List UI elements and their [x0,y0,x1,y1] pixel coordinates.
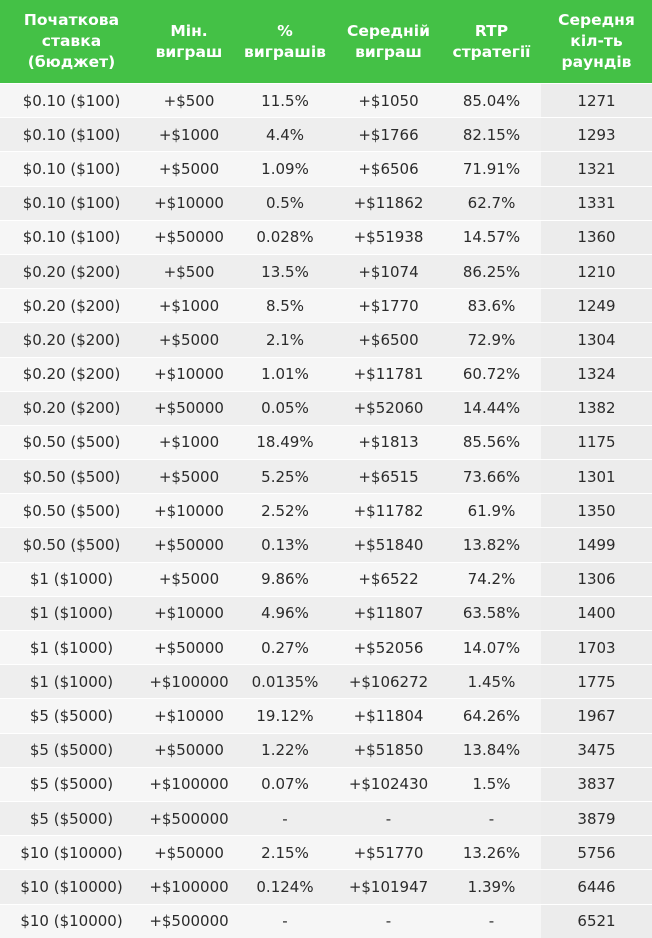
table-row [0,870,652,904]
cell-strategy-rtp: 14.57% [442,220,541,254]
cell-avg-win: +$1770 [335,289,442,323]
cell-avg-win: +$11807 [335,596,442,630]
header-line: виграшів [244,42,326,61]
cell-win-percent: 0.0135% [235,665,335,699]
cell-min-win: +$10000 [143,699,235,733]
cell-avg-win: +$1050 [335,84,442,118]
cell-strategy-rtp: 85.04% [442,84,541,118]
cell-avg-rounds: 1775 [541,665,652,699]
header-line: раундів [561,53,632,71]
cell-win-percent: 0.028% [235,220,335,254]
cell-initial-bet: $0.50 ($500) [0,528,143,562]
cell-avg-rounds: 1304 [541,323,652,357]
cell-strategy-rtp: 73.66% [442,460,541,494]
cell-initial-bet: $10 ($10000) [0,836,143,870]
cell-min-win: +$10000 [143,494,235,528]
cell-initial-bet: $5 ($5000) [0,767,143,801]
header-line: виграш [155,42,223,61]
cell-initial-bet: $0.20 ($200) [0,323,143,357]
cell-avg-rounds: 1321 [541,152,652,186]
cell-min-win: +$500000 [143,904,235,938]
cell-strategy-rtp: 14.44% [442,391,541,425]
cell-strategy-rtp: - [442,904,541,938]
cell-strategy-rtp: 13.26% [442,836,541,870]
cell-avg-win: +$6522 [335,562,442,596]
table-row [0,118,652,152]
header-line: виграш [355,42,422,61]
cell-avg-rounds: 3837 [541,767,652,801]
table-row [0,836,652,870]
cell-initial-bet: $0.50 ($500) [0,494,143,528]
cell-avg-rounds: 1293 [541,118,652,152]
cell-avg-rounds: 1324 [541,357,652,391]
cell-avg-win: +$51938 [335,220,442,254]
cell-initial-bet: $10 ($10000) [0,904,143,938]
header-line: % [277,21,293,40]
cell-win-percent: 4.96% [235,596,335,630]
cell-avg-win: +$11804 [335,699,442,733]
cell-strategy-rtp: 71.91% [442,152,541,186]
table-row [0,562,652,596]
cell-initial-bet: $5 ($5000) [0,733,143,767]
cell-win-percent: 1.09% [235,152,335,186]
cell-win-percent: 0.13% [235,528,335,562]
table-row [0,220,652,254]
cell-avg-rounds: 1271 [541,84,652,118]
table-row [0,767,652,801]
cell-avg-win: +$6515 [335,460,442,494]
cell-avg-rounds: 1175 [541,425,652,459]
cell-avg-rounds: 1249 [541,289,652,323]
cell-min-win: +$5000 [143,562,235,596]
cell-min-win: +$100000 [143,767,235,801]
cell-min-win: +$5000 [143,152,235,186]
cell-win-percent: 2.15% [235,836,335,870]
cell-avg-win: +$6500 [335,323,442,357]
cell-avg-rounds: 1967 [541,699,652,733]
cell-avg-win: +$102430 [335,767,442,801]
table-row [0,357,652,391]
cell-initial-bet: $0.20 ($200) [0,289,143,323]
cell-strategy-rtp: 14.07% [442,631,541,665]
header-win-percent [235,0,335,84]
cell-strategy-rtp: 1.45% [442,665,541,699]
cell-avg-win: +$51770 [335,836,442,870]
cell-avg-win: - [335,904,442,938]
cell-strategy-rtp: 64.26% [442,699,541,733]
cell-avg-rounds: 1350 [541,494,652,528]
table-header [0,0,652,84]
cell-win-percent: 5.25% [235,460,335,494]
cell-avg-win: +$52060 [335,391,442,425]
cell-win-percent: 0.05% [235,391,335,425]
cell-initial-bet: $10 ($10000) [0,870,143,904]
cell-strategy-rtp: 62.7% [442,186,541,220]
cell-initial-bet: $0.10 ($100) [0,118,143,152]
header-row [0,0,652,84]
table-row [0,425,652,459]
cell-min-win: +$50000 [143,391,235,425]
cell-win-percent: 1.01% [235,357,335,391]
cell-min-win: +$10000 [143,596,235,630]
cell-min-win: +$5000 [143,460,235,494]
cell-avg-rounds: 1400 [541,596,652,630]
cell-min-win: +$50000 [143,220,235,254]
table-row [0,289,652,323]
cell-strategy-rtp: 85.56% [442,425,541,459]
cell-strategy-rtp: 83.6% [442,289,541,323]
cell-avg-win: +$106272 [335,665,442,699]
cell-avg-rounds: 1331 [541,186,652,220]
cell-initial-bet: $0.10 ($100) [0,186,143,220]
header-line: стратегії [452,42,531,61]
header-min-win [143,0,235,84]
cell-avg-rounds: 6446 [541,870,652,904]
header-avg-rounds [541,0,652,84]
table-body [0,84,652,938]
table-row [0,84,652,118]
table-row [0,152,652,186]
header-line: Початкова [23,11,120,29]
cell-initial-bet: $0.10 ($100) [0,152,143,186]
cell-avg-rounds: 1210 [541,254,652,288]
cell-avg-win: +$1813 [335,425,442,459]
table-row [0,254,652,288]
cell-avg-rounds: 6521 [541,904,652,938]
cell-strategy-rtp: 72.9% [442,323,541,357]
cell-initial-bet: $0.20 ($200) [0,391,143,425]
cell-strategy-rtp: 61.9% [442,494,541,528]
header-strategy-rtp [442,0,541,84]
cell-avg-win: - [335,801,442,835]
cell-strategy-rtp: 86.25% [442,254,541,288]
table-row [0,596,652,630]
cell-avg-win: +$101947 [335,870,442,904]
cell-win-percent: 2.1% [235,323,335,357]
cell-min-win: +$1000 [143,425,235,459]
cell-strategy-rtp: 60.72% [442,357,541,391]
cell-avg-win: +$11862 [335,186,442,220]
cell-avg-rounds: 1306 [541,562,652,596]
cell-win-percent: 0.07% [235,767,335,801]
cell-min-win: +$50000 [143,528,235,562]
cell-win-percent: 0.124% [235,870,335,904]
header-line: Середній [347,21,430,40]
cell-strategy-rtp: 1.5% [442,767,541,801]
cell-avg-rounds: 1382 [541,391,652,425]
cell-initial-bet: $0.50 ($500) [0,460,143,494]
cell-strategy-rtp: - [442,801,541,835]
cell-avg-rounds: 3879 [541,801,652,835]
header-initial-bet [0,0,143,84]
table-row [0,631,652,665]
cell-avg-win: +$11781 [335,357,442,391]
cell-min-win: +$500 [143,254,235,288]
cell-win-percent: 11.5% [235,84,335,118]
table-row [0,665,652,699]
cell-strategy-rtp: 82.15% [442,118,541,152]
cell-initial-bet: $0.50 ($500) [0,425,143,459]
cell-strategy-rtp: 74.2% [442,562,541,596]
cell-initial-bet: $1 ($1000) [0,596,143,630]
cell-min-win: +$50000 [143,631,235,665]
header-line: ставка [41,32,102,50]
header-line: Середня [558,11,635,29]
table-row [0,801,652,835]
cell-win-percent: 13.5% [235,254,335,288]
cell-min-win: +$1000 [143,289,235,323]
cell-min-win: +$100000 [143,870,235,904]
header-line: кіл-ть [570,32,623,50]
cell-win-percent: 8.5% [235,289,335,323]
cell-win-percent: - [235,904,335,938]
cell-initial-bet: $1 ($1000) [0,665,143,699]
cell-win-percent: 2.52% [235,494,335,528]
cell-avg-win: +$1766 [335,118,442,152]
cell-strategy-rtp: 63.58% [442,596,541,630]
table-row [0,733,652,767]
cell-initial-bet: $5 ($5000) [0,699,143,733]
cell-avg-rounds: 1360 [541,220,652,254]
cell-win-percent: 18.49% [235,425,335,459]
header-line: Мін. [170,21,208,40]
cell-win-percent: 0.5% [235,186,335,220]
cell-min-win: +$10000 [143,186,235,220]
cell-initial-bet: $1 ($1000) [0,631,143,665]
cell-win-percent: 9.86% [235,562,335,596]
cell-avg-win: +$6506 [335,152,442,186]
cell-avg-win: +$1074 [335,254,442,288]
cell-initial-bet: $0.20 ($200) [0,357,143,391]
cell-initial-bet: $1 ($1000) [0,562,143,596]
table-row [0,904,652,938]
cell-avg-win: +$11782 [335,494,442,528]
cell-min-win: +$500 [143,84,235,118]
cell-avg-rounds: 1499 [541,528,652,562]
table-row [0,699,652,733]
cell-avg-rounds: 3475 [541,733,652,767]
cell-strategy-rtp: 1.39% [442,870,541,904]
cell-min-win: +$50000 [143,836,235,870]
cell-win-percent: 1.22% [235,733,335,767]
cell-min-win: +$5000 [143,323,235,357]
cell-avg-rounds: 5756 [541,836,652,870]
cell-avg-rounds: 1703 [541,631,652,665]
cell-initial-bet: $5 ($5000) [0,801,143,835]
cell-avg-win: +$51850 [335,733,442,767]
table-row [0,186,652,220]
cell-win-percent: 4.4% [235,118,335,152]
table-row [0,528,652,562]
cell-initial-bet: $0.20 ($200) [0,254,143,288]
header-line: (бюджет) [27,53,116,71]
cell-strategy-rtp: 13.82% [442,528,541,562]
header-line: RTP [474,21,509,40]
cell-min-win: +$10000 [143,357,235,391]
cell-win-percent: 0.27% [235,631,335,665]
cell-min-win: +$1000 [143,118,235,152]
cell-strategy-rtp: 13.84% [442,733,541,767]
table-row [0,494,652,528]
cell-win-percent: 19.12% [235,699,335,733]
table-row [0,323,652,357]
cell-min-win: +$50000 [143,733,235,767]
cell-avg-rounds: 1301 [541,460,652,494]
table-row [0,391,652,425]
table-row [0,460,652,494]
cell-min-win: +$100000 [143,665,235,699]
cell-min-win: +$500000 [143,801,235,835]
cell-initial-bet: $0.10 ($100) [0,84,143,118]
cell-initial-bet: $0.10 ($100) [0,220,143,254]
cell-win-percent: - [235,801,335,835]
cell-avg-win: +$52056 [335,631,442,665]
cell-avg-win: +$51840 [335,528,442,562]
header-avg-win [335,0,442,84]
